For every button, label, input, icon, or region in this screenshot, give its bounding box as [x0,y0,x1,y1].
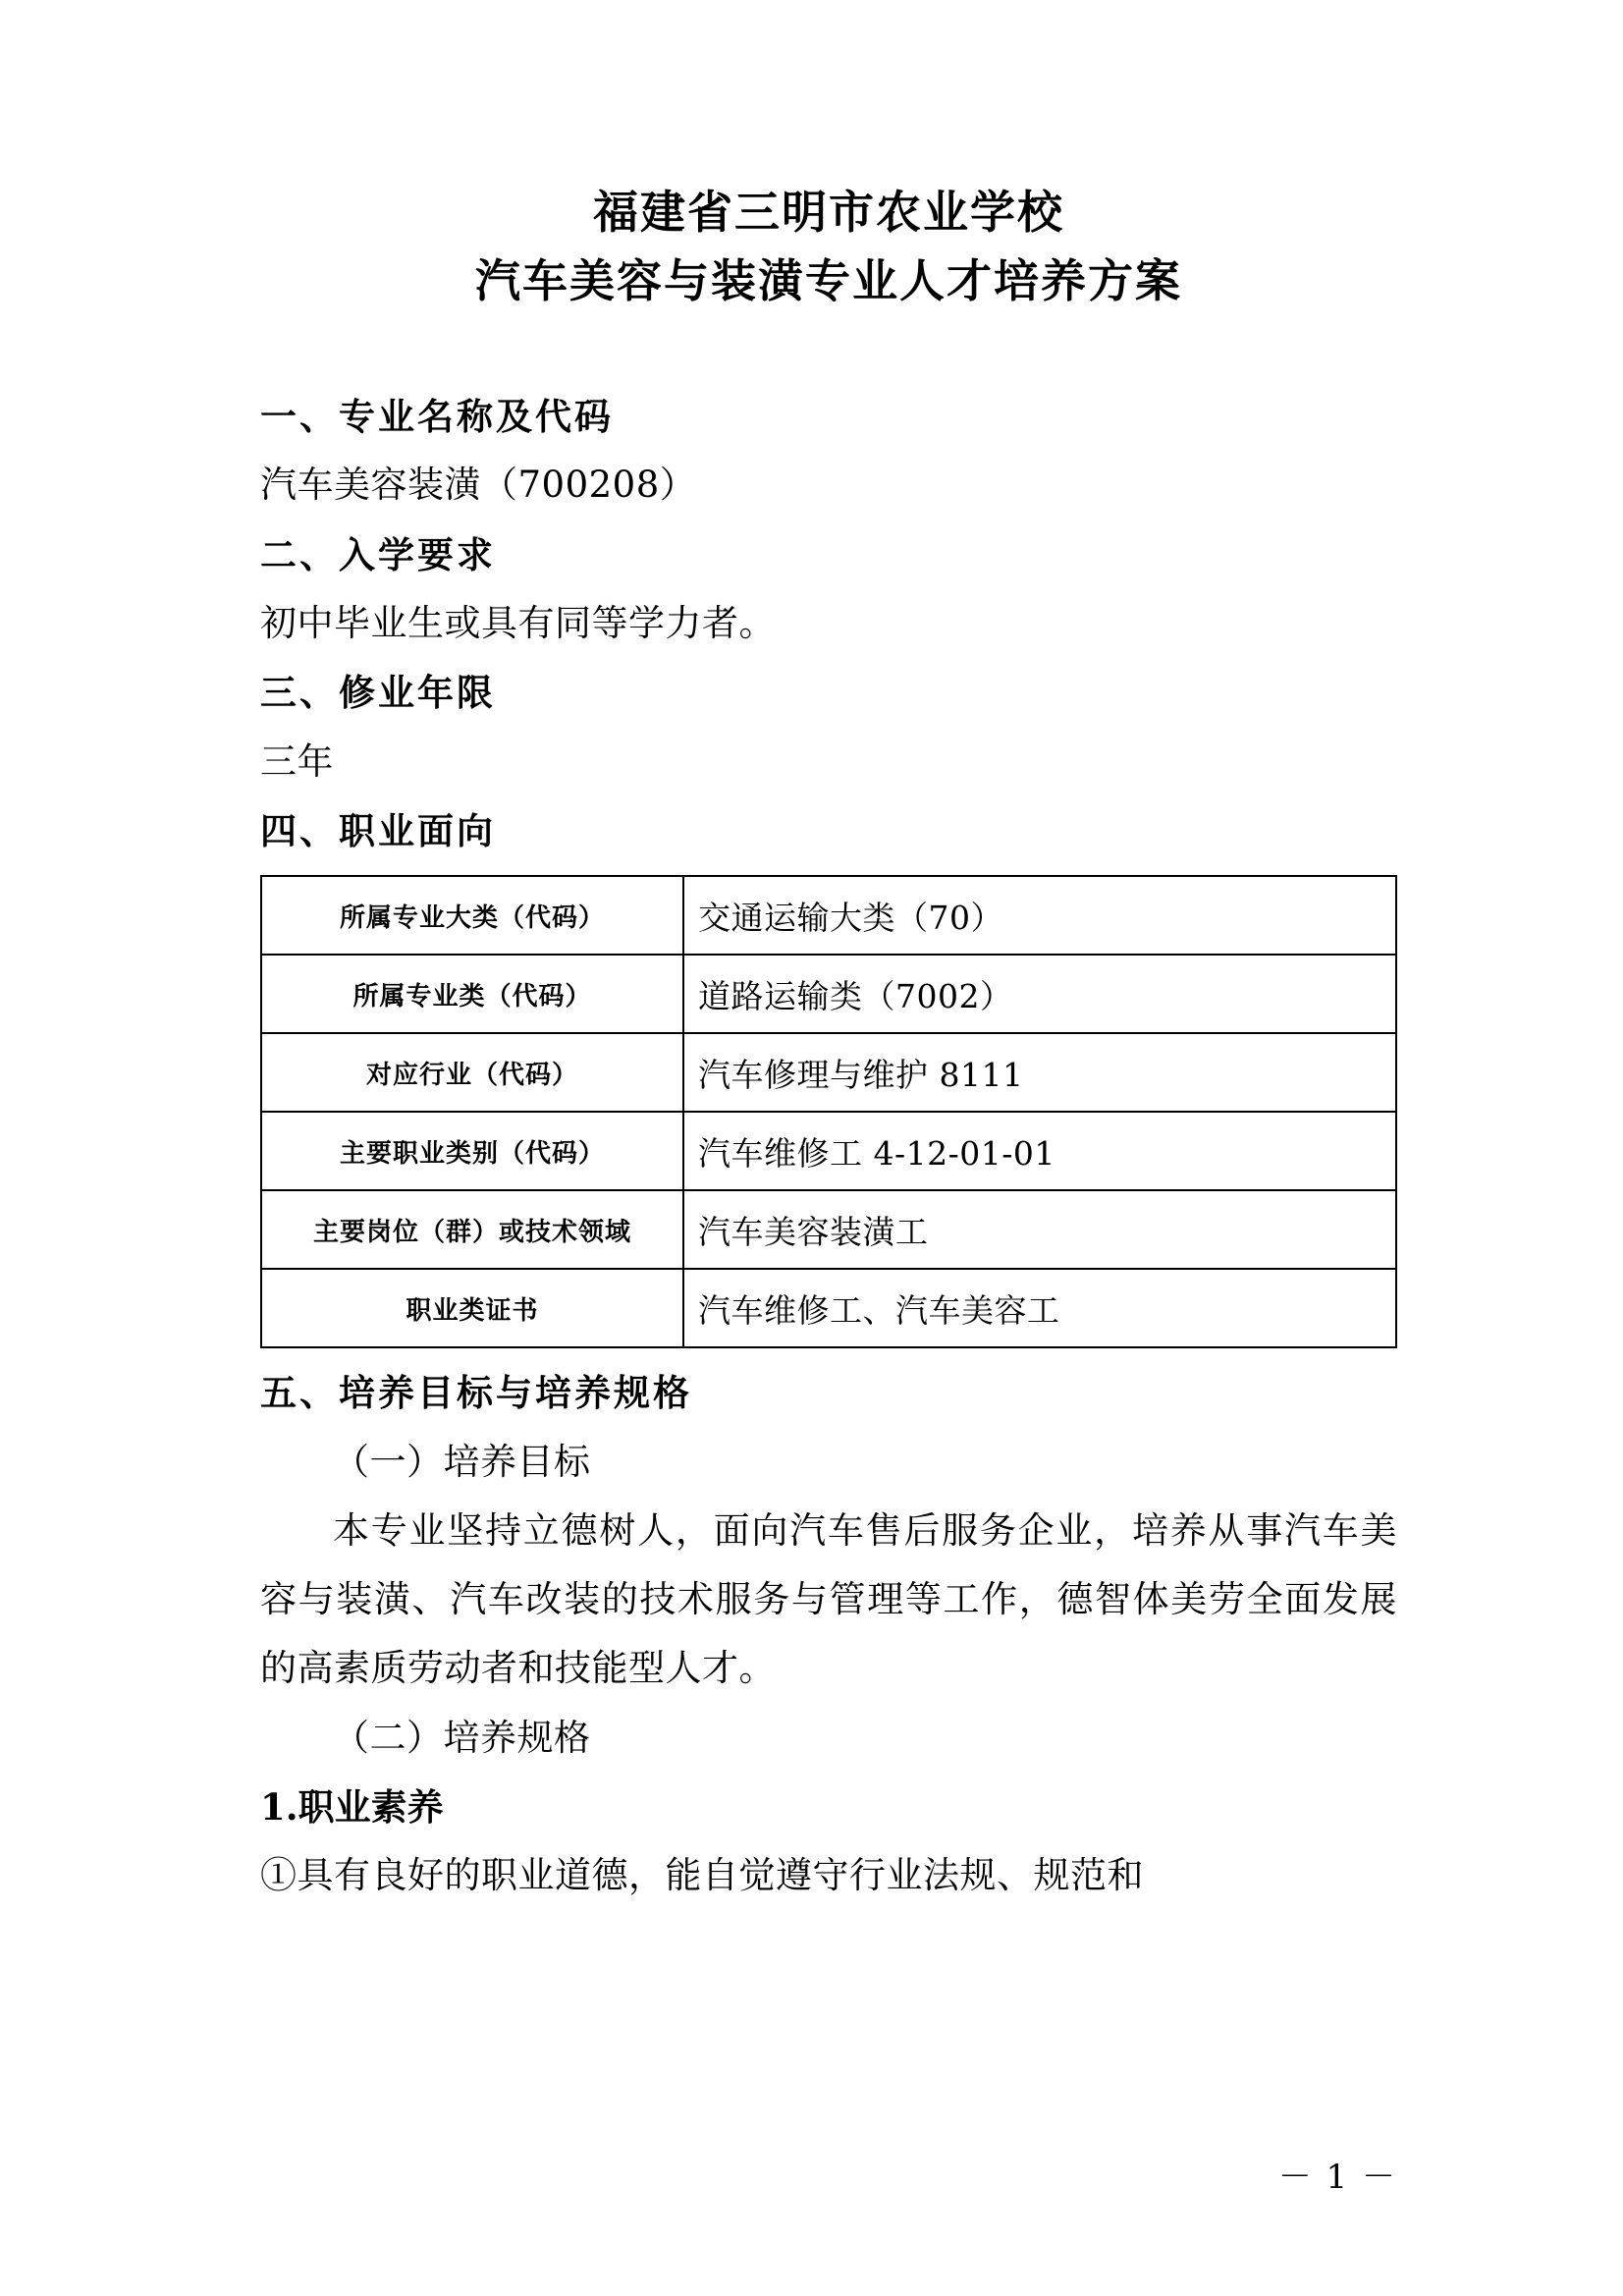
table-row [261,1112,1396,1190]
page-title [260,182,1397,311]
section-heading-5: 五、培养目标与培养规格 [260,1371,692,1415]
section-5-item-1-text: ①具有良好的职业道德，能自觉遵守行业法规、规范和 [260,1854,1144,1897]
table-cell-label: 主要职业类别（代码） [261,1112,683,1190]
title-line-1: 福建省三明市农业学校 [593,186,1064,239]
title-line-2: 汽车美容与装潢专业人才培养方案 [475,254,1182,308]
section-heading-4: 四、职业面向 [260,808,496,852]
section-5-sub-heading-1: （一）培养目标 [333,1440,591,1483]
table-cell-value: 交通运输大类（70） [683,876,1396,955]
page-number: － 1 － [1277,2158,1397,2197]
table-cell-label: 对应行业（代码） [261,1033,683,1112]
table-row [261,876,1396,955]
document-body [260,382,1397,1910]
table-cell-value: 汽车维修工 4-12-01-01 [683,1112,1396,1190]
table-cell-value: 道路运输类（7002） [683,955,1396,1033]
section-heading-1: 一、专业名称及代码 [260,395,614,439]
section-text-2: 初中毕业生或具有同等学力者。 [260,602,776,645]
table-cell-label: 所属专业大类（代码） [261,876,683,955]
career-orientation-table [260,875,1397,1348]
table-cell-label: 主要岗位（群）或技术领域 [261,1190,683,1269]
table-cell-label: 所属专业类（代码） [261,955,683,1033]
table-row [261,1190,1396,1269]
table-cell-value: 汽车修理与维护 8111 [683,1033,1396,1112]
table-cell-value: 汽车维修工、汽车美容工 [683,1269,1396,1347]
section-text-1: 汽车美容装潢（700208） [260,464,697,507]
section-5-sub-text-1: 本专业坚持立德树人，面向汽车售后服务企业，培养从事汽车美容与装潢、汽车改装的技术服务与管理等工作，德智体美劳全面发展的高素质劳动者和技能型人才。 [260,1508,1397,1690]
section-heading-3: 三、修业年限 [260,671,496,715]
table-row [261,1269,1396,1347]
table-cell-label: 职业类证书 [261,1269,683,1347]
section-heading-2: 二、入学要求 [260,532,496,576]
section-text-3: 三年 [260,739,334,783]
table-row [261,955,1396,1033]
career-table-body [261,876,1396,1347]
table-row [261,1033,1396,1112]
section-5-sub-heading-2: （二）培养规格 [333,1716,591,1759]
section-5-item-1-heading: 1.职业素养 [260,1785,444,1830]
table-cell-value: 汽车美容装潢工 [683,1190,1396,1269]
